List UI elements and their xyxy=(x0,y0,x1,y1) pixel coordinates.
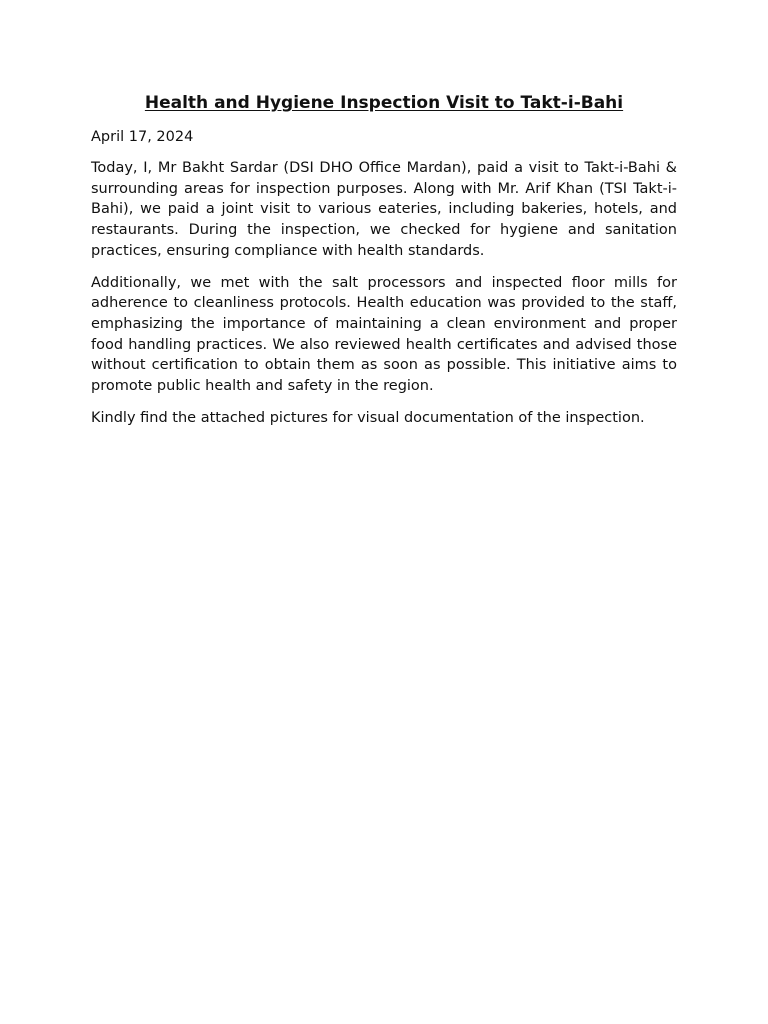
paragraph-attachment-note: Kindly find the attached pictures for visual documentation of the inspection. xyxy=(91,409,645,426)
paragraph-visit-summary: Today, I, Mr Bakht Sardar (DSI DHO Office Mardan), paid a visit to Takt-i-Bahi & surrounding areas for inspection purposes. Along with Mr. Arif Khan (TSI Takt-i-Bahi), we paid a joint visit to various eateries, including bakeries, hotels, and restaurants. During the inspection, we checked for hygiene and sanitation practices, ensuring compliance with health standards. xyxy=(91,160,677,259)
document-date: April 17, 2024 xyxy=(91,129,194,145)
document-title: Health and Hygiene Inspection Visit to Takt-i-Bahi xyxy=(144,93,624,113)
paragraph-additional-inspections: Additionally, we met with the salt processors and inspected floor mills for adherence to cleanliness protocols. Health education was provided to the staff, emphasizing the importance of maintaining a clean environment and proper food handling practices. We also reviewed health certificates and advised those without certification to obtain them as soon as possible. This initiative aims to promote public health and safety in the region. xyxy=(91,274,677,395)
